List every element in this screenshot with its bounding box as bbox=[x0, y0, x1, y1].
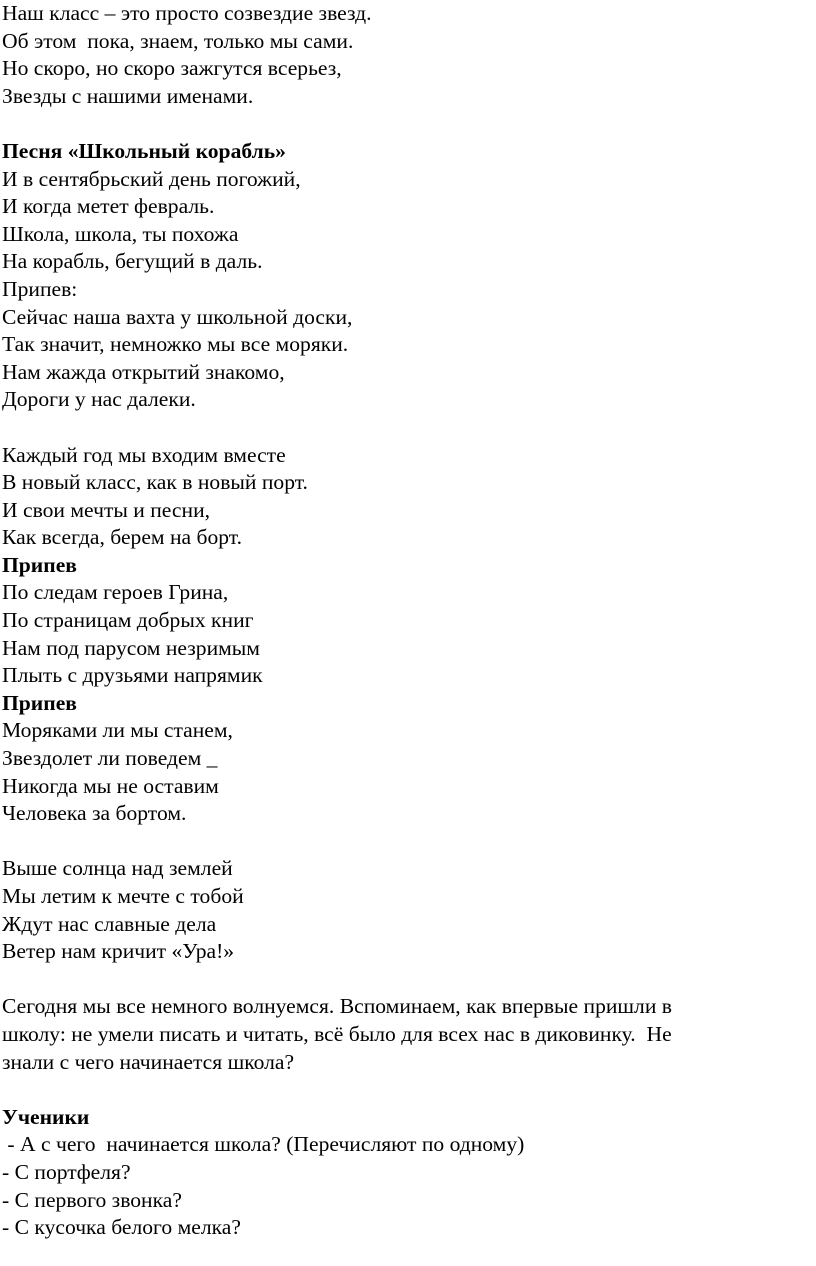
chorus-label-bold: Припев bbox=[2, 690, 77, 715]
dialogue-line: - С первого звонка? bbox=[2, 1187, 182, 1212]
final-verse bbox=[2, 855, 812, 965]
verse-line: Звезды с нашими именами. bbox=[2, 83, 254, 108]
students-lines bbox=[2, 1131, 812, 1241]
paragraph-line: Сегодня мы все немного волнуемся. Вспоминаем, как впервые пришли в bbox=[2, 994, 672, 1019]
paragraph-line: школу: не умели писать и читать, всё было для всех нас в диковинку. Не bbox=[2, 1021, 672, 1046]
verse-line: Звездолет ли поведем _ bbox=[2, 746, 218, 771]
students-label: Ученики bbox=[2, 1104, 90, 1129]
verse-line: Плыть с друзьями напрямик bbox=[2, 663, 263, 688]
verse-line: На корабль, бегущий в даль. bbox=[2, 249, 263, 274]
blank-line bbox=[2, 966, 812, 994]
song-title: Песня «Школьный корабль» bbox=[2, 138, 286, 163]
verse-line: Как всегда, берем на борт. bbox=[2, 525, 243, 550]
chorus-line: Дороги у нас далеки. bbox=[2, 387, 196, 412]
verse-line: По следам героев Грина, bbox=[2, 580, 229, 605]
chorus bbox=[2, 304, 812, 414]
song-verse-1 bbox=[2, 166, 812, 276]
dialogue-line: - С портфеля? bbox=[2, 1159, 131, 1184]
verse-line: И свои мечты и песни, bbox=[2, 497, 211, 522]
blank-line bbox=[2, 828, 812, 856]
verse-line: Об этом пока, знаем, только мы сами. bbox=[2, 28, 354, 53]
verse-line: В новый класс, как в новый порт. bbox=[2, 470, 308, 495]
chorus-label-bold: Припев bbox=[2, 552, 77, 577]
document-page bbox=[2, 0, 812, 1242]
chorus-line: Нам жажда открытий знакомо, bbox=[2, 359, 285, 384]
song-verse-3 bbox=[2, 579, 812, 689]
verse-line: По страницам добрых книг bbox=[2, 608, 254, 633]
paragraph-line: знали с чего начинается школа? bbox=[2, 1049, 295, 1074]
song-verse-4 bbox=[2, 717, 812, 827]
verse-line: Ветер нам кричит «Ура!» bbox=[2, 939, 235, 964]
blank-line bbox=[2, 110, 812, 138]
blank-line bbox=[2, 1076, 812, 1104]
verse-line: Ждут нас славные дела bbox=[2, 911, 217, 936]
blank-line bbox=[2, 414, 812, 442]
verse-line: Моряками ли мы станем, bbox=[2, 718, 233, 743]
song-verse-2 bbox=[2, 442, 812, 552]
verse-line: Школа, школа, ты похожа bbox=[2, 221, 239, 246]
dialogue-line: - А с чего начинается школа? (Перечисляют по одному) bbox=[2, 1132, 525, 1157]
narration-paragraph bbox=[2, 993, 812, 1076]
verse-line: Мы летим к мечте с тобой bbox=[2, 884, 244, 908]
verse-line: Наш класс – это просто созвездие звезд. bbox=[2, 1, 372, 25]
verse-line: И в сентябрьский день погожий, bbox=[2, 166, 301, 191]
verse-line: Но скоро, но скоро зажгутся всерьез, bbox=[2, 56, 342, 81]
chorus-label: Припев: bbox=[2, 276, 78, 301]
opening-verse bbox=[2, 0, 812, 110]
verse-line: Каждый год мы входим вместе bbox=[2, 442, 286, 467]
verse-line: Никогда мы не оставим bbox=[2, 773, 219, 798]
dialogue-line: - С кусочка белого мелка? bbox=[2, 1215, 241, 1240]
verse-line: Нам под парусом незримым bbox=[2, 635, 260, 660]
chorus-line: Так значит, немножко мы все моряки. bbox=[2, 332, 349, 357]
chorus-line: Сейчас наша вахта у школьной доски, bbox=[2, 304, 353, 329]
verse-line: Человека за бортом. bbox=[2, 801, 187, 826]
verse-line: И когда метет февраль. bbox=[2, 194, 215, 219]
verse-line: Выше солнца над землей bbox=[2, 856, 233, 881]
